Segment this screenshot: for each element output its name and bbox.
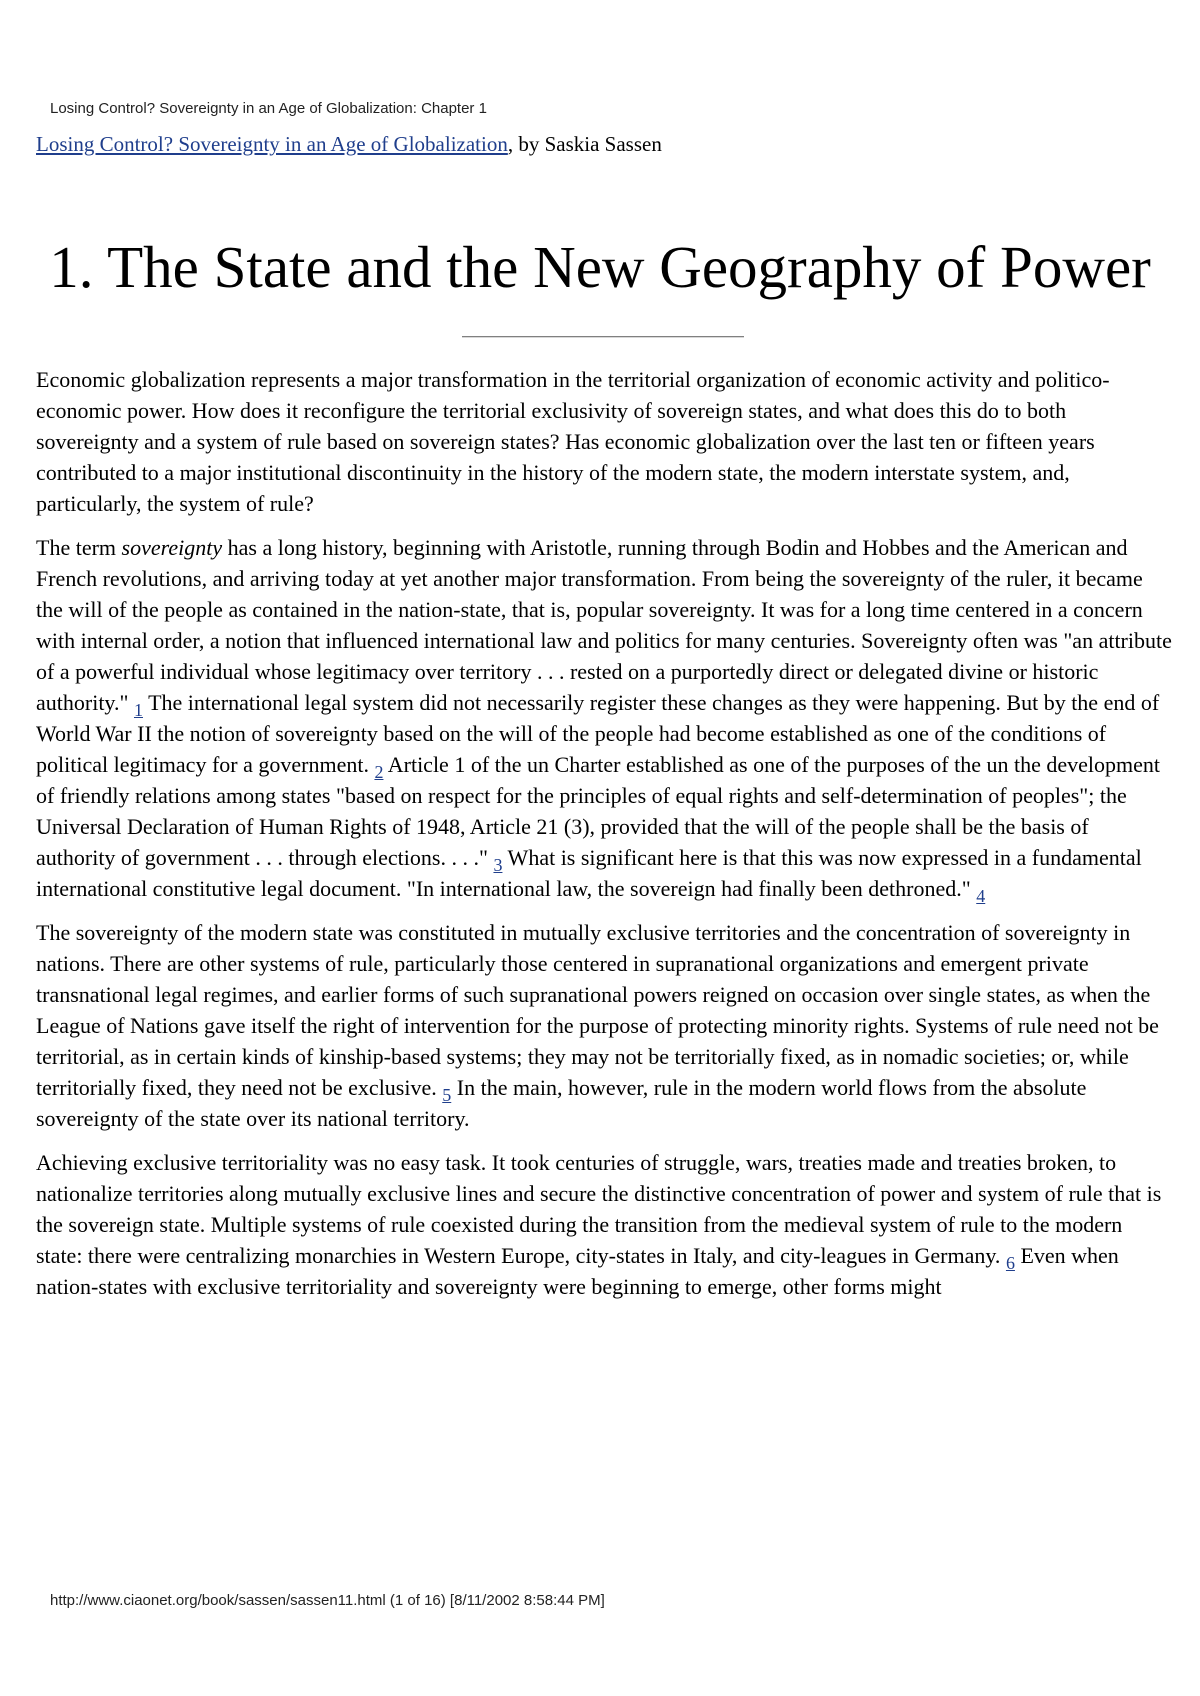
text-run: The sovereignty of the modern state was constituted in mutually exclusive territories and the concentration of sovereignty in nations. There are other systems of rule, particularly those centered in supranational organizations and emergent private transnational legal regimes, and earlier forms of such supranational powers reigned on occasion over single states, as when the League of Nations gave itself the right of intervention for the purpose of protecting minority rights. Systems of rule need not be territorial, as in certain kinds of kinship-based systems; they may not be territorially fixed, as in nomadic societies; or, while territorially fixed, they need not be exclusive.	[36, 920, 1159, 1100]
byline	[36, 132, 662, 157]
footnote-link-5[interactable]: 5	[442, 1085, 452, 1105]
text-run: In the main, however, rule in the modern world flows from the absolute sovereignty of the state over its national territory.	[36, 1075, 1087, 1131]
paragraph-4	[36, 1147, 1172, 1302]
text-run: Achieving exclusive territoriality was no easy task. It took centuries of struggle, wars, treaties made and treaties broken, to nationalize territories along mutually exclusive lines and secure the distinctive concentration of power and system of rule that is the sovereign state. Multiple systems of rule coexisted during the transition from the medieval system of rule to the modern state: there were centralizing monarchies in Western Europe, city-states in Italy, and city-leagues in Germany.	[36, 1150, 1162, 1268]
book-title-link[interactable]: Losing Control? Sovereignty in an Age of Globalization	[36, 132, 508, 156]
chapter-title: 1. The State and the New Geography of Power	[49, 234, 1151, 300]
paragraph-2	[36, 532, 1172, 904]
footnote-link-2[interactable]: 2	[374, 762, 384, 782]
text-run: Article 1 of the un Charter established as one of the purposes of the un the development of friendly relations among states "based on respect for the principles of equal rights and self-determination of peoples"; the Universal Declaration of Human Rights of 1948, Article 21 (3), provided that the will of the people shall be the basis of authority of government . . . through elections. . . ."	[36, 752, 1160, 870]
print-header: Losing Control? Sovereignty in an Age of Globalization: Chapter 1	[50, 100, 487, 117]
print-footer-url: http://www.ciaonet.org/book/sassen/sassen11.html (1 of 16) [8/11/2002 8:58:44 PM]	[50, 1592, 605, 1609]
paragraph-3	[36, 917, 1172, 1134]
text-run: What is significant here is that this was now expressed in a fundamental international constitutive legal document. "In international law, the sovereign had finally been dethroned."	[36, 845, 1142, 901]
title-divider	[462, 336, 744, 338]
footnote-link-1[interactable]: 1	[133, 700, 143, 720]
chapter-body	[36, 364, 1172, 1315]
author-credit: , by Saskia Sassen	[507, 132, 662, 156]
text-run: The term	[36, 535, 122, 560]
text-run: Even when nation-states with exclusive territoriality and sovereignty were beginning to emerge, other forms might	[36, 1243, 1119, 1299]
footnote-link-3[interactable]: 3	[493, 855, 503, 875]
footnote-link-4[interactable]: 4	[976, 886, 986, 906]
footnote-link-6[interactable]: 6	[1005, 1253, 1015, 1273]
text-run: The international legal system did not necessarily register these changes as they were happening. But by the end of World War II the notion of sovereignty based on the will of the people had become established as one of the conditions of political legitimacy for a government.	[36, 690, 1160, 777]
text-run: has a long history, beginning with Aristotle, running through Bodin and Hobbes and the American and French revolutions, and arriving today at yet another major transformation. From being the sovereignty of the ruler, it became the will of the people as contained in the nation-state, that is, popular sovereignty. It was for a long time centered in a concern with internal order, a notion that influenced international law and politics for many centuries. Sovereignty often was "an attribute of a powerful individual whose legitimacy over territory . . . rested on a purportedly direct or delegated divine or historic authority."	[36, 535, 1172, 715]
paragraph-1: Economic globalization represents a major transformation in the territorial organization of economic activity and politico-economic power. How does it reconfigure the territorial exclusivity of sovereign states, and what does this do to both sovereignty and a system of rule based on sovereign states? Has economic globalization over the last ten or fifteen years contributed to a major institutional discontinuity in the history of the modern state, the modern interstate system, and, particularly, the system of rule?	[36, 367, 1110, 516]
italic-term: sovereignty	[121, 535, 223, 560]
